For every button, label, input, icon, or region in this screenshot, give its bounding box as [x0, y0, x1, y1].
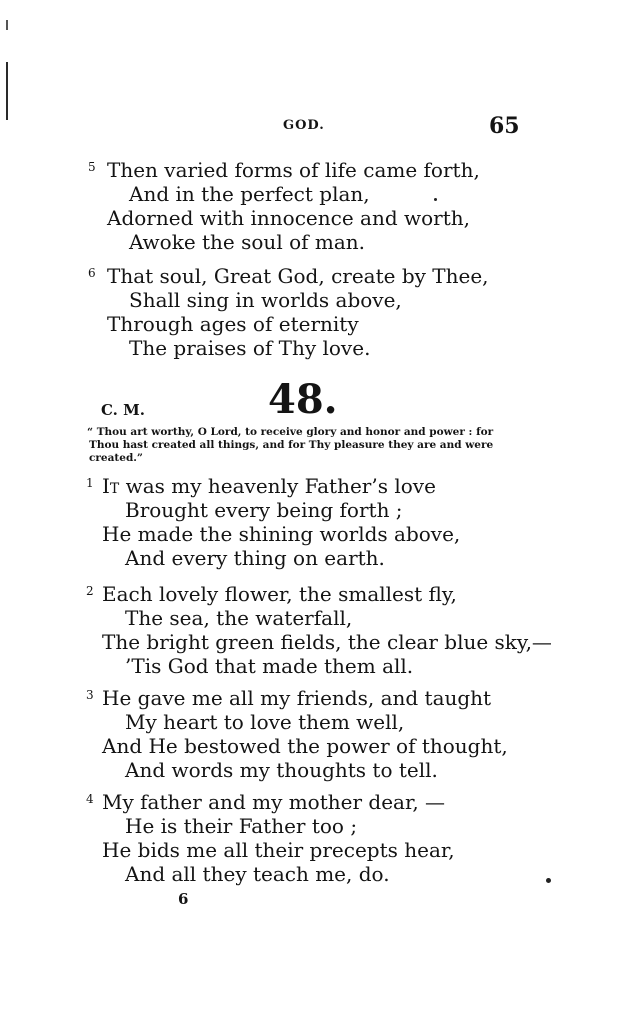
- verse-line: Awoke the soul of man.: [129, 230, 365, 254]
- verse-line: Adorned with innocence and worth,: [107, 206, 470, 230]
- epigraph-line: created.”: [89, 452, 143, 464]
- verse-line: The bright green fields, the clear blue sky,—: [102, 630, 552, 654]
- verse-line: That soul, Great God, create by Thee,: [107, 264, 489, 288]
- hymn-stanza-3: [0, 686, 508, 782]
- verse-line: [102, 474, 460, 498]
- stanza-number: 5: [88, 160, 96, 174]
- hymn-meter: C. M.: [101, 401, 145, 419]
- stanza-5: [0, 158, 480, 254]
- hymn-number: 48.: [268, 376, 338, 423]
- running-head: GOD.: [283, 118, 325, 133]
- ink-speck: [434, 198, 437, 201]
- stanza-number: 4: [86, 792, 94, 806]
- verse-line: He bids me all their precepts hear,: [102, 838, 455, 862]
- page-edge-mark-top: [6, 20, 8, 30]
- verse-line: And in the perfect plan,: [129, 182, 370, 206]
- hymn-stanza-1: [0, 474, 460, 570]
- verse-line: My father and my mother dear, —: [102, 790, 446, 814]
- verse-line: Then varied forms of life came forth,: [107, 158, 480, 182]
- verse-line: He made the shining worlds above,: [102, 522, 461, 546]
- page-number: 65: [489, 113, 520, 139]
- hymn-stanza-4: [0, 790, 455, 886]
- epigraph-line: Thou hast created all things, and for Thy pleasure they are and were: [89, 439, 494, 451]
- stanza-6: [0, 264, 489, 360]
- verse-line: And words my thoughts to tell.: [125, 758, 438, 782]
- verse-line: Each lovely flower, the smallest fly,: [102, 582, 457, 606]
- hymn-stanza-2: [0, 582, 552, 678]
- verse-line: ’Tis God that made them all.: [125, 654, 414, 678]
- stanza-number: 2: [86, 584, 94, 598]
- first-line-rest: was my heavenly Father’s love: [119, 474, 436, 498]
- verse-line: Brought every being forth ;: [125, 498, 403, 522]
- signature-mark: 6: [178, 890, 189, 908]
- verse-line: Through ages of eternity: [107, 312, 359, 336]
- verse-line: My heart to love them well,: [125, 710, 405, 734]
- verse-line: The praises of Thy love.: [129, 336, 371, 360]
- scripture-epigraph: [87, 426, 517, 465]
- verse-line: The sea, the waterfall,: [125, 606, 353, 630]
- ink-speck: [546, 878, 551, 883]
- verse-line: He is their Father too ;: [125, 814, 358, 838]
- stanza-number: 1: [86, 476, 94, 490]
- verse-line: Shall sing in worlds above,: [129, 288, 402, 312]
- verse-line: And He bestowed the power of thought,: [102, 734, 508, 758]
- stanza-number: 6: [88, 266, 96, 280]
- stanza-number: 3: [86, 688, 94, 702]
- first-word-small-caps: It: [102, 474, 120, 498]
- epigraph-line: “ Thou art worthy, O Lord, to receive glory and honor and power : for: [87, 426, 494, 438]
- verse-line: He gave me all my friends, and taught: [102, 686, 492, 710]
- verse-line: And every thing on earth.: [125, 546, 385, 570]
- page-edge-mark: [6, 62, 8, 120]
- verse-line: And all they teach me, do.: [125, 862, 390, 886]
